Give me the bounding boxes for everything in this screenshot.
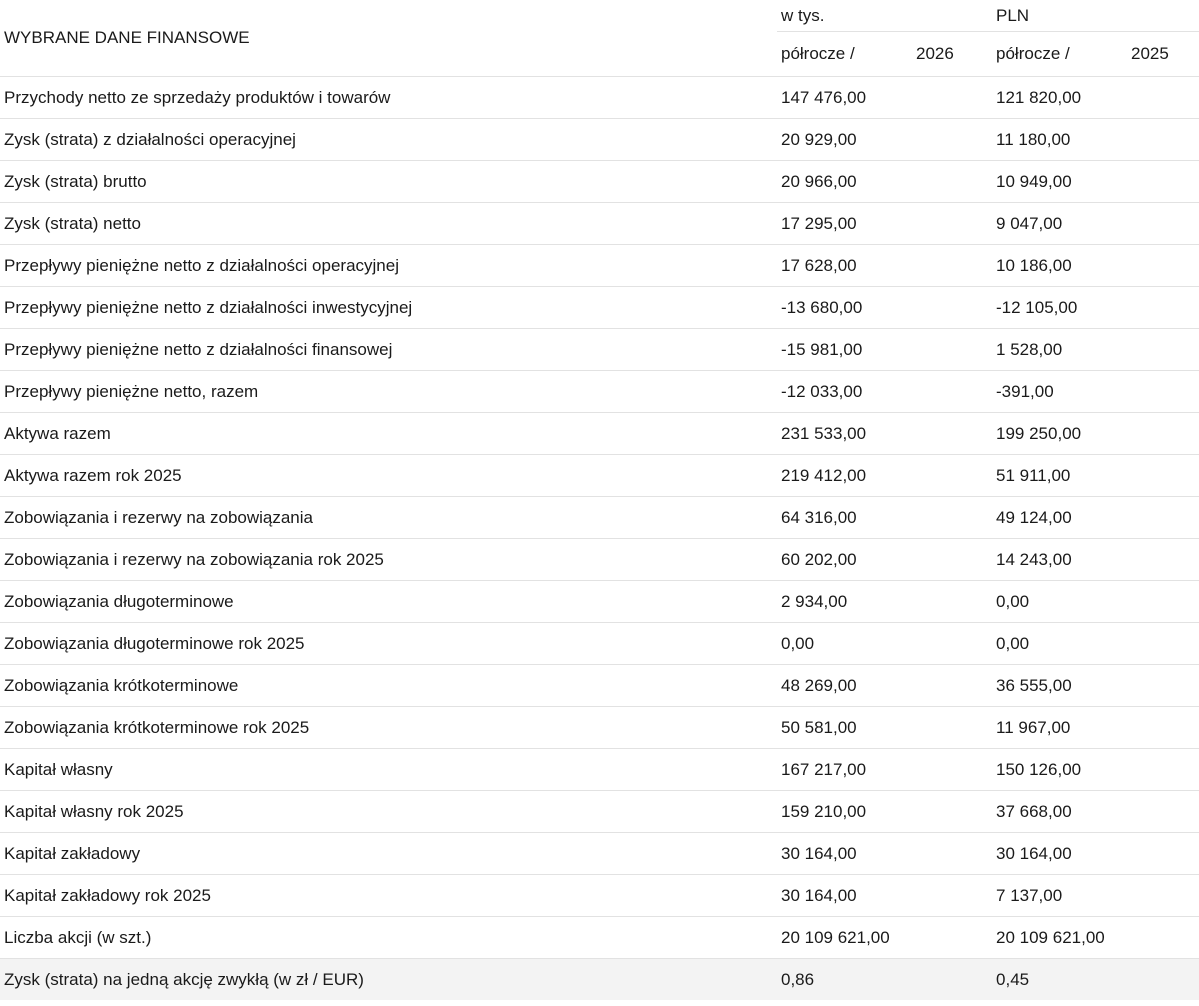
value-previous: 49 124,00 — [992, 497, 1199, 539]
row-label: Przepływy pieniężne netto, razem — [0, 371, 777, 413]
row-label: Zysk (strata) na jedną akcję zwykłą (w zł / EUR) — [0, 959, 777, 1001]
value-previous: 121 820,00 — [992, 77, 1199, 119]
value-current: 20 966,00 — [777, 161, 992, 203]
value-previous: 20 109 621,00 — [992, 917, 1199, 959]
row-label: Kapitał własny rok 2025 — [0, 791, 777, 833]
row-label: Kapitał zakładowy — [0, 833, 777, 875]
row-label: Przepływy pieniężne netto z działalności finansowej — [0, 329, 777, 371]
table-row — [0, 203, 1199, 245]
value-previous: 150 126,00 — [992, 749, 1199, 791]
value-current: 2 934,00 — [777, 581, 992, 623]
row-label: Przychody netto ze sprzedaży produktów i towarów — [0, 77, 777, 119]
value-current: 60 202,00 — [777, 539, 992, 581]
row-label: Zysk (strata) netto — [0, 203, 777, 245]
value-current: 17 295,00 — [777, 203, 992, 245]
table-row — [0, 287, 1199, 329]
value-previous: 0,45 — [992, 959, 1199, 1001]
row-label: Zobowiązania i rezerwy na zobowiązania rok 2025 — [0, 539, 777, 581]
value-current: 231 533,00 — [777, 413, 992, 455]
row-label: Przepływy pieniężne netto z działalności operacyjnej — [0, 245, 777, 287]
row-label: Zobowiązania długoterminowe rok 2025 — [0, 623, 777, 665]
value-previous: 0,00 — [992, 581, 1199, 623]
value-current: -13 680,00 — [777, 287, 992, 329]
value-current: 64 316,00 — [777, 497, 992, 539]
value-previous: 1 528,00 — [992, 329, 1199, 371]
row-label: Zobowiązania krótkoterminowe rok 2025 — [0, 707, 777, 749]
value-previous: 10 186,00 — [992, 245, 1199, 287]
value-current: -15 981,00 — [777, 329, 992, 371]
row-label: Zobowiązania długoterminowe — [0, 581, 777, 623]
currency-label: PLN — [992, 0, 1199, 32]
table-row — [0, 119, 1199, 161]
unit-label: w tys. — [777, 0, 992, 32]
value-current: 147 476,00 — [777, 77, 992, 119]
value-previous: 51 911,00 — [992, 455, 1199, 497]
period-a-year: 2026 — [912, 32, 992, 77]
value-current: 17 628,00 — [777, 245, 992, 287]
row-label: Kapitał zakładowy rok 2025 — [0, 875, 777, 917]
value-previous: 199 250,00 — [992, 413, 1199, 455]
row-label: Przepływy pieniężne netto z działalności inwestycyjnej — [0, 287, 777, 329]
table-row — [0, 749, 1199, 791]
table-row — [0, 791, 1199, 833]
table-row — [0, 539, 1199, 581]
table-row — [0, 959, 1199, 1001]
table-row — [0, 875, 1199, 917]
value-current: 0,86 — [777, 959, 992, 1001]
row-label: Aktywa razem rok 2025 — [0, 455, 777, 497]
table-row — [0, 707, 1199, 749]
period-b-label: półrocze / — [992, 32, 1127, 77]
value-previous: 37 668,00 — [992, 791, 1199, 833]
table-row — [0, 413, 1199, 455]
value-previous: -12 105,00 — [992, 287, 1199, 329]
value-previous: 0,00 — [992, 623, 1199, 665]
value-previous: 7 137,00 — [992, 875, 1199, 917]
table-row — [0, 623, 1199, 665]
row-label: Aktywa razem — [0, 413, 777, 455]
value-previous: 11 180,00 — [992, 119, 1199, 161]
table-row — [0, 329, 1199, 371]
value-previous: -391,00 — [992, 371, 1199, 413]
value-current: 0,00 — [777, 623, 992, 665]
value-current: 50 581,00 — [777, 707, 992, 749]
value-current: 20 109 621,00 — [777, 917, 992, 959]
value-previous: 30 164,00 — [992, 833, 1199, 875]
value-previous: 10 949,00 — [992, 161, 1199, 203]
row-label: Zysk (strata) z działalności operacyjnej — [0, 119, 777, 161]
table-row — [0, 77, 1199, 119]
period-a-label: półrocze / — [777, 32, 912, 77]
table-row — [0, 245, 1199, 287]
table-row — [0, 665, 1199, 707]
row-label: Zysk (strata) brutto — [0, 161, 777, 203]
value-current: -12 033,00 — [777, 371, 992, 413]
value-previous: 36 555,00 — [992, 665, 1199, 707]
row-label: Liczba akcji (w szt.) — [0, 917, 777, 959]
table-row — [0, 371, 1199, 413]
period-b-year: 2025 — [1127, 32, 1199, 77]
row-label: Kapitał własny — [0, 749, 777, 791]
table-row — [0, 917, 1199, 959]
value-current: 30 164,00 — [777, 833, 992, 875]
value-current: 159 210,00 — [777, 791, 992, 833]
value-current: 20 929,00 — [777, 119, 992, 161]
value-current: 219 412,00 — [777, 455, 992, 497]
table-title: WYBRANE DANE FINANSOWE — [0, 0, 777, 77]
value-previous: 11 967,00 — [992, 707, 1199, 749]
value-current: 167 217,00 — [777, 749, 992, 791]
table-row — [0, 455, 1199, 497]
value-current: 30 164,00 — [777, 875, 992, 917]
row-label: Zobowiązania krótkoterminowe — [0, 665, 777, 707]
table-row — [0, 581, 1199, 623]
table-row — [0, 161, 1199, 203]
table-row — [0, 497, 1199, 539]
value-previous: 14 243,00 — [992, 539, 1199, 581]
value-previous: 9 047,00 — [992, 203, 1199, 245]
table-row — [0, 833, 1199, 875]
value-current: 48 269,00 — [777, 665, 992, 707]
row-label: Zobowiązania i rezerwy na zobowiązania — [0, 497, 777, 539]
